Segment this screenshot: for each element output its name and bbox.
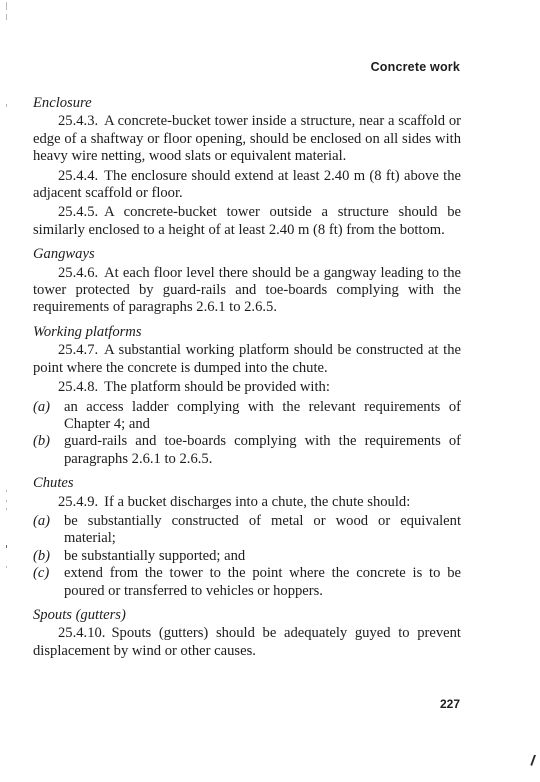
list-item: [33, 565, 461, 600]
section-heading-spouts: Spouts (gutters): [33, 606, 126, 623]
list-item-text: guard-rails and toe-boards complying with the requirements of paragraphs 2.6.1 to 2.6.5.: [64, 433, 461, 467]
list-item-label: (b): [33, 433, 51, 450]
paragraph-25-4-6: [33, 265, 461, 317]
paragraph-25-4-5: [33, 204, 461, 239]
list-item: [33, 548, 461, 565]
list-item: [33, 513, 461, 548]
paragraph-number: 25.4.3.: [58, 113, 99, 130]
paragraph-25-4-10: [33, 625, 461, 660]
list-item: [33, 399, 461, 434]
paragraph-text: A substantial working platform should be constructed at the point where the concrete is dumped into the chute.: [33, 342, 461, 376]
paragraph-25-4-8: [33, 379, 461, 396]
paragraph-text: If a bucket discharges into a chute, the chute should:: [104, 493, 411, 510]
list-item-label: (a): [33, 398, 51, 415]
paragraph-number: 25.4.8.: [58, 379, 99, 396]
paragraph-number: 25.4.7.: [58, 342, 99, 359]
paragraph-text: A concrete-bucket tower outside a structure should be similarly enclosed to a height of at least 2.40 m (8 ft) from the bottom.: [33, 204, 461, 238]
paragraph-text: A concrete-bucket tower inside a structure, near a scaffold or edge of a shaftway or floor opening, should be enclosed on all sides with heavy wire netting, wood slats or equivalent material.: [33, 113, 461, 165]
body-text: [33, 95, 461, 662]
paragraph-number: 25.4.6.: [58, 264, 99, 281]
paragraph-25-4-4: [33, 168, 461, 203]
paragraph-25-4-7: [33, 342, 461, 377]
margin-scan-marks: [6, 0, 10, 782]
paragraph-25-4-9: [33, 494, 461, 511]
paragraph-text: Spouts (gutters) should be adequately guyed to prevent displacement by wind or other causes.: [33, 625, 461, 659]
list-item-label: (b): [33, 547, 51, 564]
paragraph-number: 25.4.5.: [58, 204, 99, 221]
list-item-text: extend from the tower to the point where the concrete is to be poured or transferred to vehicles or hoppers.: [64, 565, 461, 599]
list-item-label: (a): [33, 512, 51, 529]
list-item-text: an access ladder complying with the relevant requirements of Chapter 4; and: [64, 398, 461, 432]
page-number: 227: [439, 697, 460, 711]
paragraph-number: 25.4.10.: [58, 625, 106, 642]
section-heading-working-platforms: Working platforms: [33, 323, 142, 340]
paragraph-text: The enclosure should extend at least 2.40 m (8 ft) above the adjacent scaffold or floor.: [33, 167, 461, 202]
page-corner-mark: [520, 755, 536, 766]
paragraph-number: 25.4.4.: [58, 167, 99, 184]
list-item-label: (c): [33, 565, 50, 582]
paragraph-25-4-3: [33, 113, 461, 165]
list-item: [33, 433, 461, 468]
list-item-text: be substantially constructed of metal or wood or equivalent material;: [64, 512, 461, 547]
list-item-text: be substantially supported; and: [64, 547, 246, 564]
section-heading-chutes: Chutes: [33, 475, 74, 492]
section-heading-enclosure: Enclosure: [33, 95, 92, 111]
paragraph-text: At each floor level there should be a gangway leading to the tower protected by guard-rails and toe-boards complying with the requirements of paragraphs 2.6.1 to 2.6.5.: [33, 264, 461, 316]
paragraph-number: 25.4.9.: [58, 493, 99, 510]
paragraph-text: The platform should be provided with:: [104, 379, 330, 396]
running-head: Concrete work: [370, 60, 460, 74]
section-heading-gangways: Gangways: [33, 246, 95, 263]
